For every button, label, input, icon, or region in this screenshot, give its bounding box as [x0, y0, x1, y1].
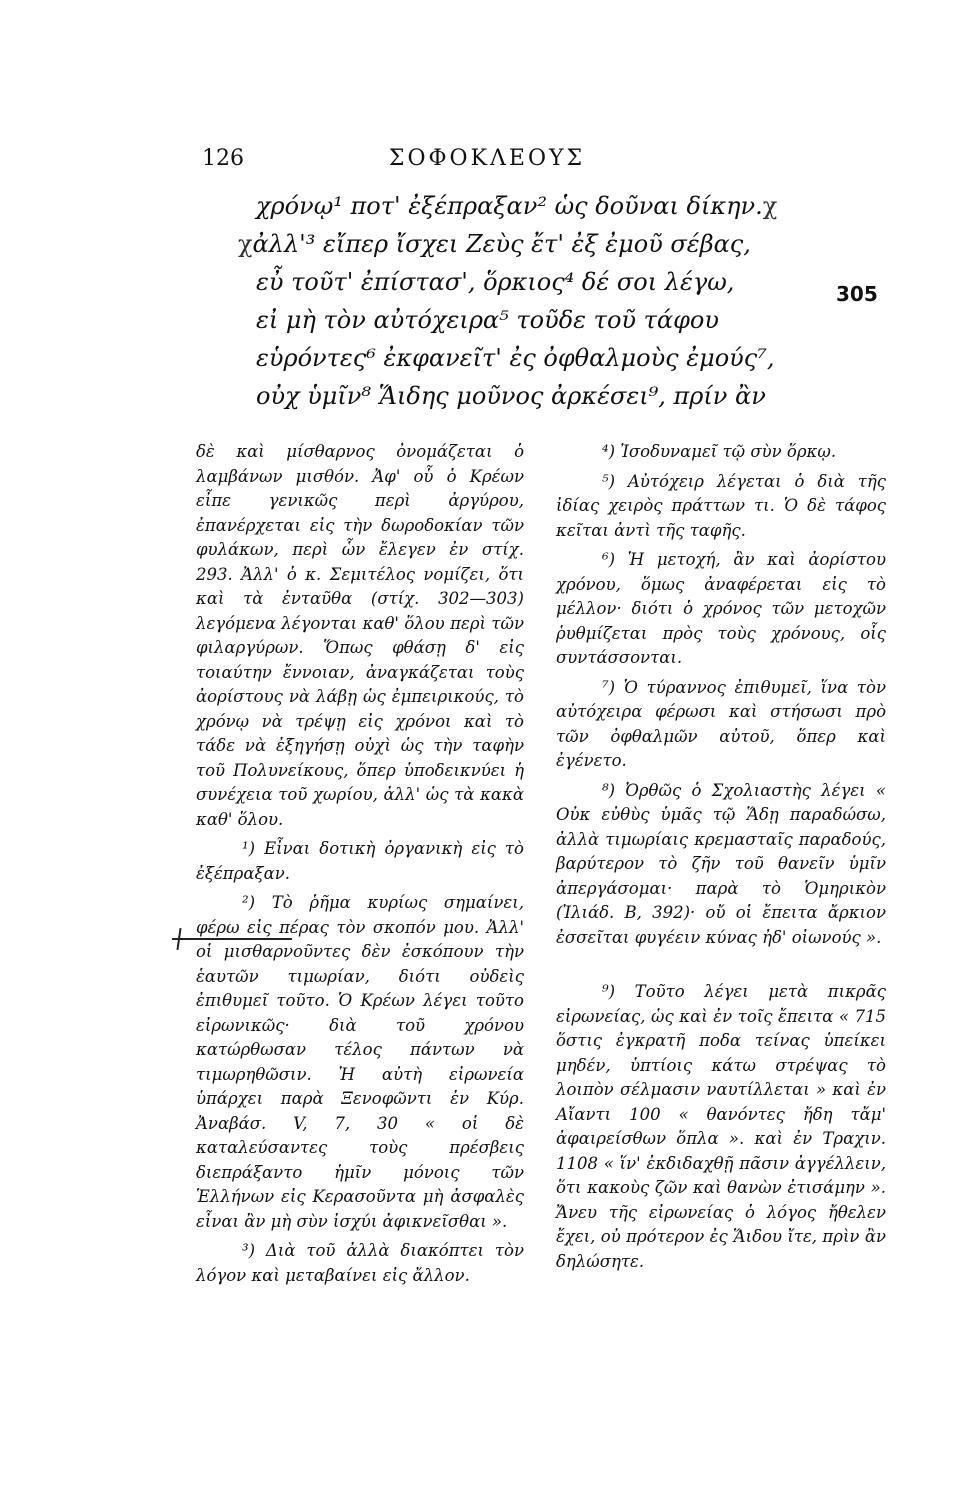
footnote-4: ⁴) Ἰσοδυναμεῖ τῷ σὺν ὅρκῳ. [602, 442, 837, 461]
verse-line: οὐχ ὑμῖν⁸ Ἅιδης μοῦνος ἀρκέσει⁹, πρίν ἂν [256, 382, 766, 410]
footnote-7: ⁷) Ὁ τύραννος ἐπιθυμεῖ, ἵνα τὸν αὐτόχειρα φέρωσι καὶ στήσωσι πρὸ τῶν ὀφθαλμῶν αὐτοῦ, ὅπερ καὶ ἐγένετο. [556, 677, 886, 770]
verse-line: χἀλλ'³ εἴπερ ἴσχει Ζεὺς ἔτ' ἐξ ἐμοῦ σέβας, [238, 230, 751, 258]
footnote-2: ²) Τὸ ῥῆμα κυρίως σημαίνει, φέρω εἰς πέρας τὸν σκοπόν μου. Ἀλλ' οἱ μισθαρνοῦντες δὲν ἐσκόπουν τὴν ἑαυτῶν τιμωρίαν, διότι οὐδεὶς ἐπιθυμεῖ τοῦτο. Ὁ Κρέων λέγει τοῦτο εἰρωνικῶς· διὰ τοῦ χρόνου κατώρθωσαν τέλος πάντων νὰ τιμωρηθῶσιν. Ἡ αὐτὴ εἰρωνεία ὑπάρχει παρὰ Ξενοφῶντι ἐν Κύρ. Ἀναβάσ. V, 7, 30 « οἱ δὲ καταλεύσαντες τοὺς πρέσβεις διεπράξαντο ἡμῖν μόνοις τῶν Ἑλλήνων εἰς Κερασοῦντα μὴ ἀσφαλὲς εἶναι ἂν μὴ σὺν ἰσχύι ἀφικνεῖσθαι ». [196, 893, 524, 1231]
footnote-6: ⁶) Ἡ μετοχή, ἂν καὶ ἀορίστου χρόνου, ὅμως ἀναφέρεται εἰς τὸ μέλλον· διότι ὁ χρόνος τῶν μετοχῶν ῥυθμίζεται πρὸς τοὺς χρόνους, οἷς συντάσσονται. [556, 550, 886, 667]
notes-column-right [556, 440, 886, 1279]
footnote-3: ³) Διὰ τοῦ ἀλλὰ διακόπτει τὸν λόγον καὶ μεταβαίνει εἰς ἄλλον. [196, 1241, 524, 1285]
footnote-8: ⁸) Ὀρθῶς ὁ Σχολιαστὴς λέγει « Οὐκ εὐθὺς ὑμᾶς τῷ Ἅδῃ παραδώσω, ἀλλὰ τιμωρίαις κρεμασταῖς παραδούς, βαρύτερον τὸ ζῆν τοῦ θανεῖν ὑμῖν ἀπεργάσομαι· παρὰ τὸ Ὁμηρικὸν (Ἰλιάδ. Β, 392)· οὔ οἱ ἔπειτα ἄρκιον ἐσσεῖται φυγέειν κύνας ἠδ' οἰωνούς ». [556, 780, 886, 947]
verse-line: εἰ μὴ τὸν αὐτόχειρα⁵ τοῦδε τοῦ τάφου [256, 306, 719, 334]
page-number: 126 [202, 146, 244, 171]
verse-line: χρόνῳ¹ ποτ' ἐξέπραξαν² ὡς δοῦναι δίκην.χ [256, 192, 778, 220]
notes-column-left [196, 440, 524, 1293]
line-number-marker: 305 [836, 282, 878, 306]
running-title: ΣΟΦΟΚΛΕΟΥΣ [388, 146, 586, 171]
footnote-9: ⁹) Τοῦτο λέγει μετὰ πικρᾶς εἰρωνείας, ὡς καὶ ἐν τοῖς ἔπειτα « 715 ὅστις ἐγκρατῆ ποδα τείνας ὑπείκει μηδέν, ὑπτίοις κάτω στρέψας τὸ λοιπὸν σέλμασιν ναυτίλλεται » καὶ ἐν Αἴαντι 100 « θανόντες ἤδη τἄμ' ἀφαιρείσθων ὅπλα ». καὶ ἐν Τραχιν. 1108 « ἵν' ἐκδιδαχθῇ πᾶσιν ἀγγέλλειν, ὅτι κακοὺς ζῶν καὶ θανὼν ἐτισάμην ». Ἄνευ τῆς εἰρωνείας ὁ λόγος ἤθελεν ἔχει, οὐ πρότερον ἐς Ἅιδου ἴτε, πρὶν ἂν δηλώσητε. [556, 982, 886, 1271]
verse-line: εὖ τοῦτ' ἐπίστασ', ὅρκιος⁴ δέ σοι λέγω, [256, 268, 735, 296]
footnote-1: ¹) Εἶναι δοτικὴ ὀργανικὴ εἰς τὸ ἐξέπραξαν. [196, 839, 524, 883]
handwritten-mark: χ [762, 192, 778, 220]
handwritten-mark: χ [238, 230, 253, 258]
handwritten-underline [172, 938, 292, 940]
note-continuation: δὲ καὶ μίσθαρνος ὀνομάζεται ὁ λαμβάνων μισθόν. Ἀφ' οὗ ὁ Κρέων εἶπε γενικῶς περὶ ἀργύρου, ἐπανέρχεται εἰς τὴν δωροδοκίαν τῶν φυλάκων, περὶ ὧν ἔλεγεν ἐν στίχ. 293. Ἀλλ' ὁ κ. Σεμιτέλος νομίζει, ὅτι καὶ τὰ ἐνταῦθα (στίχ. 302—303) λεγόμενα λέγονται καθ' ὅλου περὶ τῶν φιλαργύρων. Ὅπως φθάσῃ δ' εἰς τοιαύτην ἔννοιαν, ἀναγκάζεται τοὺς ἀορίστους νὰ λάβῃ ὡς ἐμπειρικούς, τὸ χρόνῳ νὰ τρέψῃ εἰς χρόνοι καὶ τὸ τάδε νὰ ἐξηγήσῃ οὐχὶ ὡς τὴν ταφὴν τοῦ Πολυνείκους, ὅπερ ὑποδεικνύει ἡ συνέχεια τοῦ χωρίου, ἀλλ' ὡς τὰ κακὰ καθ' ὅλου. [196, 442, 524, 829]
footnote-5: ⁵) Αὐτόχειρ λέγεται ὁ διὰ τῆς ἰδίας χειρὸς πράττων τι. Ὁ δὲ τάφος κεῖται ἀντὶ τῆς ταφῆς. [556, 471, 886, 540]
verse-line: εὑρόντες⁶ ἐκφανεῖτ' ἐς ὀφθαλμοὺς ἐμούς⁷, [256, 344, 775, 372]
verse-block [238, 187, 816, 415]
